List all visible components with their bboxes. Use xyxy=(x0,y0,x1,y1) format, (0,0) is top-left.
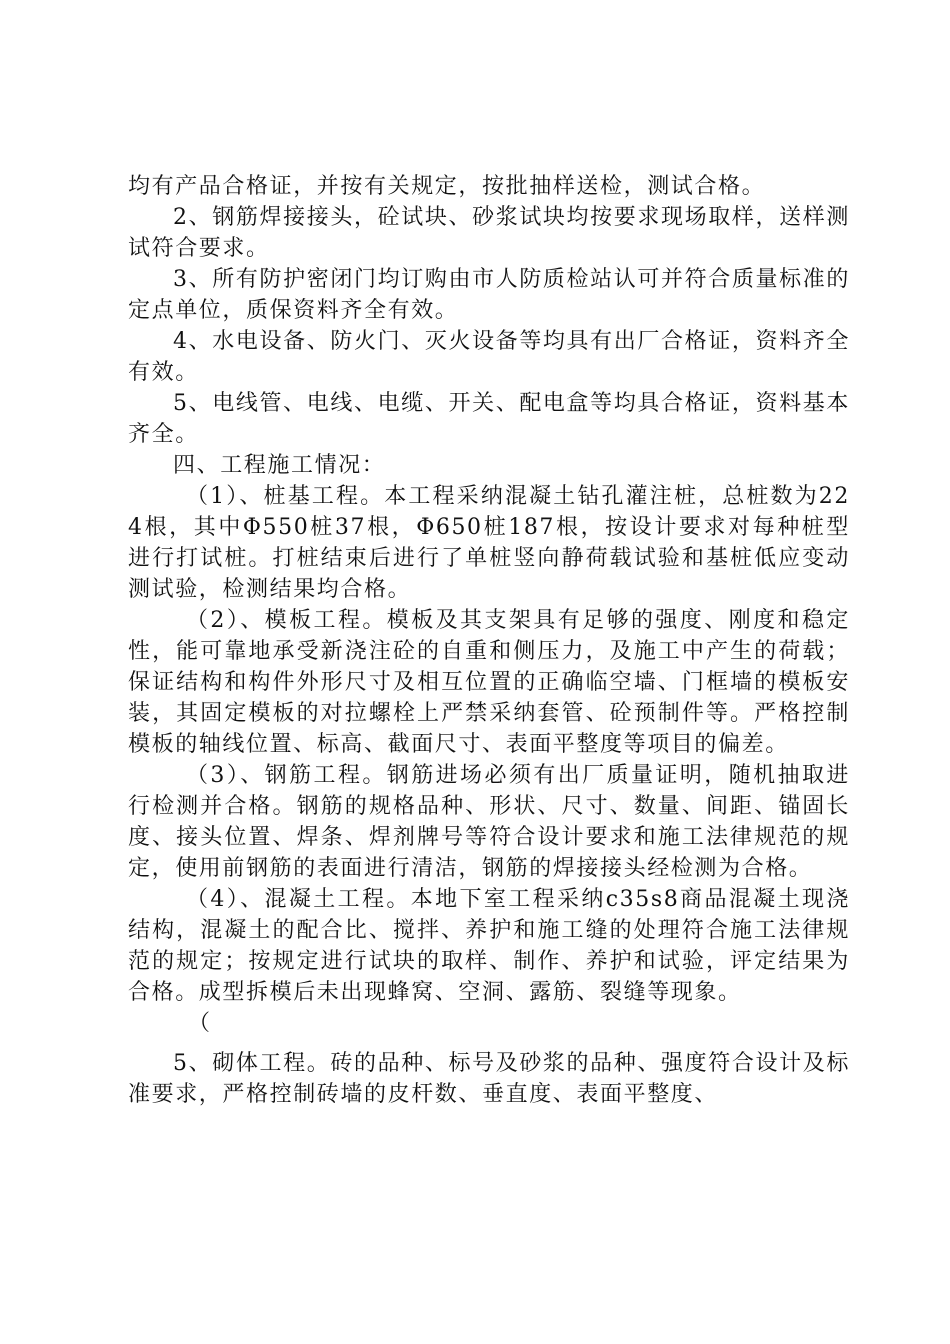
stray-parenthesis: （ xyxy=(188,1011,211,1036)
paragraph-item-4-equipment: 4、水电设备、防火门、灭火设备等均具有出厂合格证，资料齐全有效。 xyxy=(128,329,850,385)
paragraph-pile-foundation: （1）、桩基工程。本工程采纳混凝土钻孔灌注桩，总桩数为224根，其中Φ550桩37根，Φ650桩187根，按设计要求对每种桩型进行打试桩。打桩结束后进行了单桩竖向静荷载试验和基桩低应变动测试验，检测结果均合格。 xyxy=(128,484,850,602)
section-heading-construction: 四、工程施工情况： xyxy=(173,453,386,478)
paragraph-masonry: 5、砌体工程。砖的品种、标号及砂浆的品种、强度符合设计及标准要求，严格控制砖墙的皮杆数、垂直度、表面平整度、 xyxy=(128,1051,850,1107)
paragraph-concrete: （4）、混凝土工程。本地下室工程采纳c35s8商品混凝土现浇结构，混凝土的配合比、搅拌、养护和施工缝的处理符合施工法律规范的规定；按规定进行试块的取样、制作、养护和试验，评定结果为合格。成型拆模后未出现蜂窝、空洞、露筋、裂缝等现象。 xyxy=(128,887,850,1005)
paragraph-qualification-continuation: 均有产品合格证，并按有关规定，按批抽样送检，测试合格。 xyxy=(128,174,766,199)
paragraph-formwork: （2）、模板工程。模板及其支架具有足够的强度、刚度和稳定性，能可靠地承受新浇注砼的自重和侧压力，及施工中产生的荷载；保证结构和构件外形尺寸及相互位置的正确临空墙、门框墙的模板安装，其固定模板的对拉螺栓上严禁采纳套管、砼预制件等。严格控制模板的轴线位置、标高、截面尺寸、表面平整度等项目的偏差。 xyxy=(128,608,850,757)
paragraph-item-3-blast-doors: 3、所有防护密闭门均订购由市人防质检站认可并符合质量标准的定点单位，质保资料齐全有效。 xyxy=(128,267,850,323)
paragraph-rebar: （3）、钢筋工程。钢筋进场必须有出厂质量证明，随机抽取进行检测并合格。钢筋的规格品种、形状、尺寸、数量、间距、锚固长度、接头位置、焊条、焊剂牌号等符合设计要求和施工法律规范的规定，使用前钢筋的表面进行清洁，钢筋的焊接接头经检测为合格。 xyxy=(128,763,850,881)
paragraph-item-2-welding: 2、钢筋焊接接头，砼试块、砂浆试块均按要求现场取样，送样测试符合要求。 xyxy=(128,205,850,261)
paragraph-item-5-electrical: 5、电线管、电线、电缆、开关、配电盒等均具合格证，资料基本齐全。 xyxy=(128,391,850,447)
document-body xyxy=(128,171,850,1110)
